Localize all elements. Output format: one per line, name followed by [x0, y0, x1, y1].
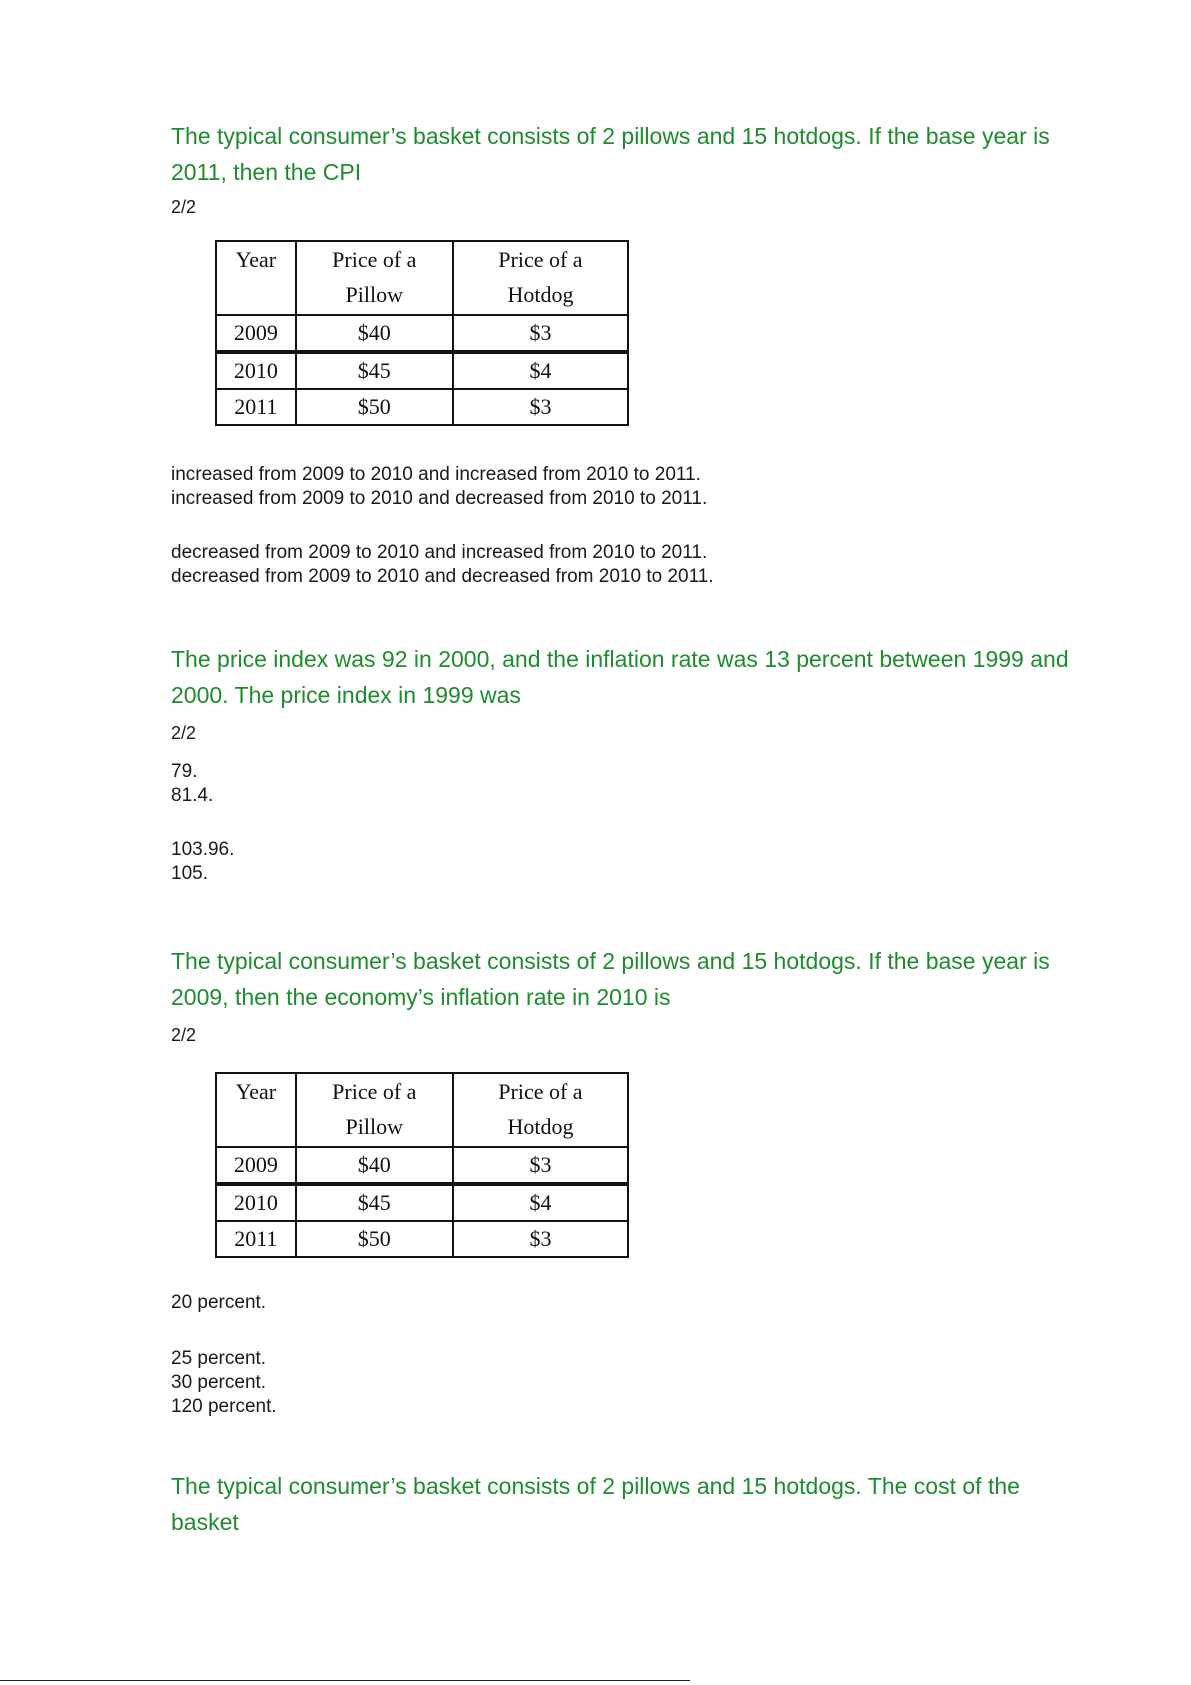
- table-row: [216, 389, 628, 425]
- question-3-options: [171, 1291, 1091, 1419]
- table-cell: $3: [453, 1147, 628, 1184]
- answer-option[interactable]: 20 percent.: [171, 1292, 267, 1313]
- table-header-row: [216, 1073, 628, 1147]
- header-hotdog-price: Price of a Hotdog: [453, 1073, 628, 1147]
- page-bottom-rule: [0, 1680, 690, 1681]
- question-3: [171, 943, 1091, 1046]
- table-cell: 2011: [216, 1221, 296, 1257]
- table-row: [216, 315, 628, 352]
- question-1-options: [171, 463, 1091, 589]
- table-header-row: [216, 241, 628, 315]
- table-cell: $40: [296, 1147, 453, 1184]
- price-table-2: [215, 1072, 629, 1258]
- table-cell: 2010: [216, 1184, 296, 1221]
- table-row: [216, 1221, 628, 1257]
- table-cell: $4: [453, 1184, 628, 1221]
- answer-option[interactable]: 120 percent.: [171, 1396, 277, 1417]
- header-pillow-price: Price of a Pillow: [296, 1073, 453, 1147]
- table-cell: $45: [296, 352, 453, 389]
- answer-option[interactable]: increased from 2009 to 2010 and increased from 2010 to 2011.: [171, 464, 701, 485]
- header-year: Year: [216, 241, 296, 315]
- table-cell: $3: [453, 389, 628, 425]
- answer-option[interactable]: decreased from 2009 to 2010 and increased from 2010 to 2011.: [171, 542, 708, 563]
- header-pillow-price: Price of a Pillow: [296, 241, 453, 315]
- question-3-text: The typical consumer’s basket consists of 2 pillows and 15 hotdogs. If the base year is 2009, then the economy’s inflation rate in 2010 is: [171, 948, 1050, 1010]
- answer-option[interactable]: increased from 2009 to 2010 and decreased from 2010 to 2011.: [171, 488, 708, 509]
- answer-option[interactable]: 30 percent.: [171, 1372, 267, 1393]
- table-cell: $3: [453, 315, 628, 352]
- answer-option[interactable]: decreased from 2009 to 2010 and decreased from 2010 to 2011.: [171, 566, 714, 587]
- table-row: [216, 1184, 628, 1221]
- table-cell: 2011: [216, 389, 296, 425]
- question-2-score: 2/2: [171, 723, 197, 743]
- question-1: [171, 118, 1091, 218]
- table-cell: $45: [296, 1184, 453, 1221]
- table-cell: 2009: [216, 1147, 296, 1184]
- question-1-text: The typical consumer’s basket consists of 2 pillows and 15 hotdogs. If the base year is 2011, then the CPI: [171, 123, 1050, 185]
- question-4-text: The typical consumer’s basket consists of 2 pillows and 15 hotdogs. The cost of the basket: [171, 1473, 1020, 1535]
- question-2-text: The price index was 92 in 2000, and the inflation rate was 13 percent between 1999 and 2000. The price index in 1999 was: [171, 646, 1069, 708]
- table-cell: $3: [453, 1221, 628, 1257]
- question-3-score: 2/2: [171, 1025, 197, 1045]
- table-cell: 2010: [216, 352, 296, 389]
- table-cell: $40: [296, 315, 453, 352]
- header-year: Year: [216, 1073, 296, 1147]
- table-row: [216, 352, 628, 389]
- question-2: [171, 641, 1091, 886]
- table-row: [216, 1147, 628, 1184]
- answer-option[interactable]: 105.: [171, 863, 208, 884]
- answer-option[interactable]: 81.4.: [171, 785, 214, 806]
- header-hotdog-price: Price of a Hotdog: [453, 241, 628, 315]
- price-table-1: [215, 240, 629, 426]
- table-cell: 2009: [216, 315, 296, 352]
- answer-option[interactable]: 103.96.: [171, 839, 235, 860]
- question-1-score: 2/2: [171, 197, 197, 217]
- table-cell: $4: [453, 352, 628, 389]
- table-cell: $50: [296, 389, 453, 425]
- answer-option[interactable]: 79.: [171, 761, 198, 782]
- answer-option[interactable]: 25 percent.: [171, 1348, 267, 1369]
- question-4: [171, 1468, 1091, 1540]
- table-cell: $50: [296, 1221, 453, 1257]
